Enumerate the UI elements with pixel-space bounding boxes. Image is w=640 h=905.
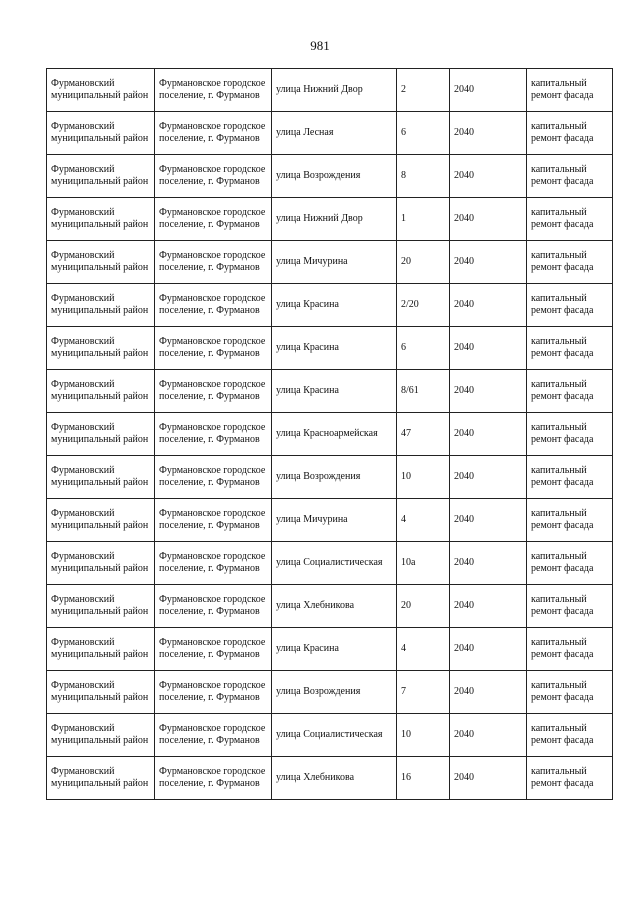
settlement-cell: Фурмановское городское поселение, г. Фурманов	[155, 155, 272, 198]
street-cell: улица Нижний Двор	[272, 198, 397, 241]
district-cell: Фурмановский муниципальный район	[47, 757, 155, 800]
district-cell: Фурмановский муниципальный район	[47, 241, 155, 284]
work-type-cell: капитальный ремонт фасада	[527, 585, 613, 628]
street-cell: улица Возрождения	[272, 155, 397, 198]
district-cell: Фурмановский муниципальный район	[47, 714, 155, 757]
work-type-cell: капитальный ремонт фасада	[527, 198, 613, 241]
settlement-cell: Фурмановское городское поселение, г. Фурманов	[155, 456, 272, 499]
district-cell: Фурмановский муниципальный район	[47, 284, 155, 327]
street-cell: улица Социалистическая	[272, 714, 397, 757]
district-cell: Фурмановский муниципальный район	[47, 542, 155, 585]
table-row	[47, 714, 613, 757]
house-number-cell: 6	[397, 327, 450, 370]
year-cell: 2040	[450, 757, 527, 800]
year-cell: 2040	[450, 198, 527, 241]
year-cell: 2040	[450, 413, 527, 456]
table-row	[47, 370, 613, 413]
year-cell: 2040	[450, 112, 527, 155]
street-cell: улица Красноармейская	[272, 413, 397, 456]
district-cell: Фурмановский муниципальный район	[47, 155, 155, 198]
district-cell: Фурмановский муниципальный район	[47, 327, 155, 370]
settlement-cell: Фурмановское городское поселение, г. Фурманов	[155, 69, 272, 112]
settlement-cell: Фурмановское городское поселение, г. Фурманов	[155, 413, 272, 456]
table-row	[47, 456, 613, 499]
district-cell: Фурмановский муниципальный район	[47, 69, 155, 112]
year-cell: 2040	[450, 671, 527, 714]
street-cell: улица Красина	[272, 327, 397, 370]
street-cell: улица Возрождения	[272, 671, 397, 714]
year-cell: 2040	[450, 327, 527, 370]
settlement-cell: Фурмановское городское поселение, г. Фурманов	[155, 757, 272, 800]
settlement-cell: Фурмановское городское поселение, г. Фурманов	[155, 671, 272, 714]
settlement-cell: Фурмановское городское поселение, г. Фурманов	[155, 714, 272, 757]
district-cell: Фурмановский муниципальный район	[47, 456, 155, 499]
district-cell: Фурмановский муниципальный район	[47, 198, 155, 241]
table-row	[47, 499, 613, 542]
work-type-cell: капитальный ремонт фасада	[527, 671, 613, 714]
work-type-cell: капитальный ремонт фасада	[527, 714, 613, 757]
street-cell: улица Социалистическая	[272, 542, 397, 585]
street-cell: улица Мичурина	[272, 499, 397, 542]
settlement-cell: Фурмановское городское поселение, г. Фурманов	[155, 241, 272, 284]
table-row	[47, 155, 613, 198]
street-cell: улица Красина	[272, 370, 397, 413]
settlement-cell: Фурмановское городское поселение, г. Фурманов	[155, 628, 272, 671]
house-number-cell: 20	[397, 585, 450, 628]
year-cell: 2040	[450, 542, 527, 585]
street-cell: улица Хлебникова	[272, 585, 397, 628]
work-type-cell: капитальный ремонт фасада	[527, 456, 613, 499]
house-number-cell: 16	[397, 757, 450, 800]
table-row	[47, 112, 613, 155]
work-type-cell: капитальный ремонт фасада	[527, 542, 613, 585]
house-number-cell: 8	[397, 155, 450, 198]
year-cell: 2040	[450, 714, 527, 757]
house-number-cell: 8/61	[397, 370, 450, 413]
settlement-cell: Фурмановское городское поселение, г. Фурманов	[155, 370, 272, 413]
street-cell: улица Возрождения	[272, 456, 397, 499]
work-type-cell: капитальный ремонт фасада	[527, 413, 613, 456]
street-cell: улица Нижний Двор	[272, 69, 397, 112]
house-number-cell: 47	[397, 413, 450, 456]
table-row	[47, 284, 613, 327]
table-row	[47, 327, 613, 370]
house-number-cell: 10	[397, 714, 450, 757]
street-cell: улица Красина	[272, 284, 397, 327]
work-type-cell: капитальный ремонт фасада	[527, 241, 613, 284]
house-number-cell: 7	[397, 671, 450, 714]
work-type-cell: капитальный ремонт фасада	[527, 499, 613, 542]
district-cell: Фурмановский муниципальный район	[47, 370, 155, 413]
house-number-cell: 2	[397, 69, 450, 112]
district-cell: Фурмановский муниципальный район	[47, 413, 155, 456]
year-cell: 2040	[450, 370, 527, 413]
year-cell: 2040	[450, 585, 527, 628]
settlement-cell: Фурмановское городское поселение, г. Фурманов	[155, 198, 272, 241]
year-cell: 2040	[450, 69, 527, 112]
district-cell: Фурмановский муниципальный район	[47, 499, 155, 542]
table-row	[47, 198, 613, 241]
settlement-cell: Фурмановское городское поселение, г. Фурманов	[155, 327, 272, 370]
table-row	[47, 757, 613, 800]
work-type-cell: капитальный ремонт фасада	[527, 757, 613, 800]
table-row	[47, 69, 613, 112]
table-row	[47, 241, 613, 284]
table-row	[47, 585, 613, 628]
table-row	[47, 628, 613, 671]
street-cell: улица Лесная	[272, 112, 397, 155]
page-number: 981	[310, 38, 330, 53]
work-type-cell: капитальный ремонт фасада	[527, 628, 613, 671]
year-cell: 2040	[450, 241, 527, 284]
work-type-cell: капитальный ремонт фасада	[527, 112, 613, 155]
house-number-cell: 4	[397, 499, 450, 542]
work-type-cell: капитальный ремонт фасада	[527, 284, 613, 327]
work-type-cell: капитальный ремонт фасада	[527, 155, 613, 198]
year-cell: 2040	[450, 155, 527, 198]
house-number-cell: 2/20	[397, 284, 450, 327]
table-row	[47, 542, 613, 585]
registry-table	[46, 68, 613, 800]
year-cell: 2040	[450, 456, 527, 499]
house-number-cell: 10	[397, 456, 450, 499]
district-cell: Фурмановский муниципальный район	[47, 628, 155, 671]
year-cell: 2040	[450, 499, 527, 542]
district-cell: Фурмановский муниципальный район	[47, 585, 155, 628]
settlement-cell: Фурмановское городское поселение, г. Фурманов	[155, 585, 272, 628]
work-type-cell: капитальный ремонт фасада	[527, 370, 613, 413]
work-type-cell: капитальный ремонт фасада	[527, 69, 613, 112]
district-cell: Фурмановский муниципальный район	[47, 671, 155, 714]
settlement-cell: Фурмановское городское поселение, г. Фурманов	[155, 284, 272, 327]
district-cell: Фурмановский муниципальный район	[47, 112, 155, 155]
year-cell: 2040	[450, 628, 527, 671]
house-number-cell: 10а	[397, 542, 450, 585]
registry-table-body	[47, 69, 613, 800]
street-cell: улица Мичурина	[272, 241, 397, 284]
work-type-cell: капитальный ремонт фасада	[527, 327, 613, 370]
table-row	[47, 671, 613, 714]
house-number-cell: 6	[397, 112, 450, 155]
street-cell: улица Красина	[272, 628, 397, 671]
year-cell: 2040	[450, 284, 527, 327]
street-cell: улица Хлебникова	[272, 757, 397, 800]
settlement-cell: Фурмановское городское поселение, г. Фурманов	[155, 499, 272, 542]
house-number-cell: 4	[397, 628, 450, 671]
settlement-cell: Фурмановское городское поселение, г. Фурманов	[155, 112, 272, 155]
house-number-cell: 20	[397, 241, 450, 284]
house-number-cell: 1	[397, 198, 450, 241]
table-row	[47, 413, 613, 456]
settlement-cell: Фурмановское городское поселение, г. Фурманов	[155, 542, 272, 585]
